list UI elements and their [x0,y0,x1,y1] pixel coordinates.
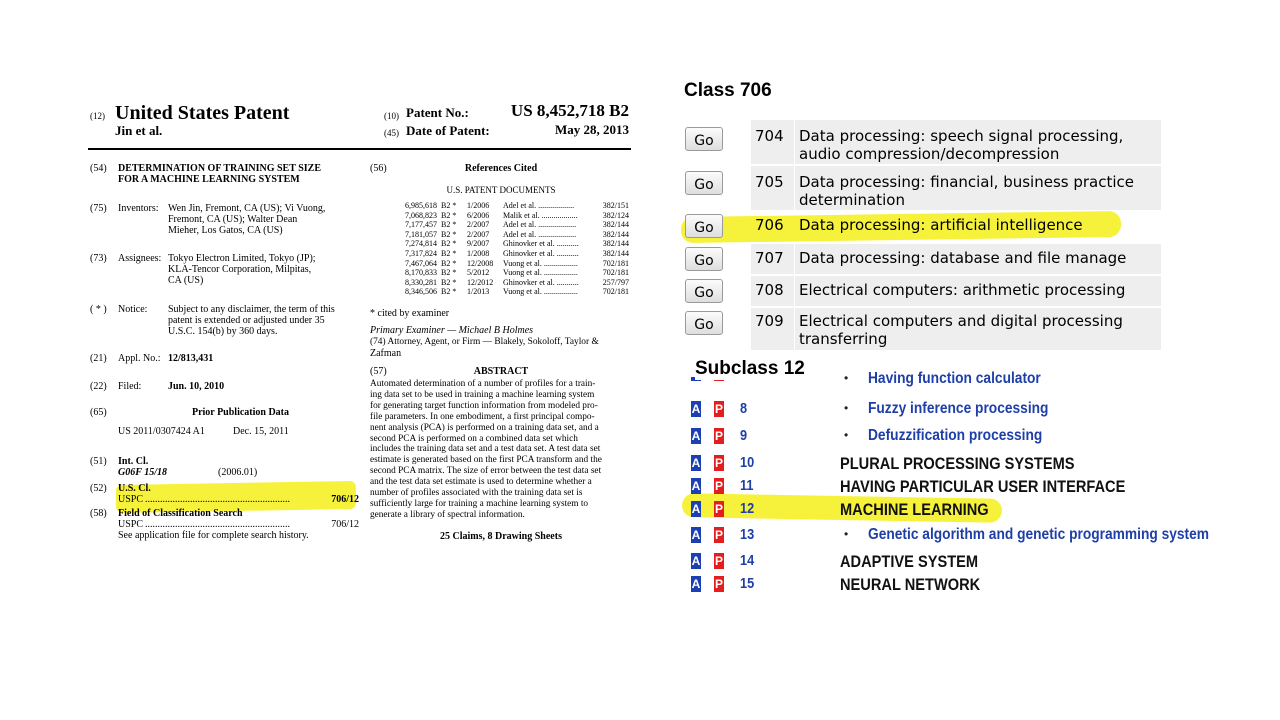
reference-cell: Malik et al. .................. [503,210,578,220]
reference-row [391,278,629,288]
class-desc-line: Data processing: artificial intelligence [799,216,1083,234]
field-label: Assignees: [118,253,162,264]
reference-cell: B2 * [441,220,457,230]
reference-row [391,287,629,297]
reference-cell: 8,170,833 [405,268,437,278]
field-label: Field of Classification Search [118,508,243,519]
a-icon[interactable]: A [691,479,701,493]
subclass-link[interactable]: Having function calculator [868,370,1041,387]
abstract-line: file parameters. In one embodiment, a first principal compo- [370,411,595,422]
inventors-line: Fremont, CA (US); Walter Dean [168,214,298,225]
reference-cell: 2/2007 [467,220,490,230]
class-number: 705 [755,173,784,191]
prior-pub-number: US 2011/0307424 A1 [118,426,205,437]
subclass-number[interactable]: 10 [740,454,755,471]
reference-cell: 702/181 [602,287,629,297]
cell-divider [794,120,795,164]
bullet-icon: • [844,401,849,415]
go-button[interactable]: Go [685,214,723,238]
patent-number-label: Patent No.: [406,105,469,120]
inventors-value [168,203,363,236]
class-desc-line: Data processing: speech signal processing, [799,127,1124,145]
patent-number: US 8,452,718 B2 [510,101,629,120]
subclass-number[interactable]: 15 [740,575,755,592]
primary-examiner: Primary Examiner — Michael B Holmes [370,325,534,336]
reference-cell: 382/144 [602,248,629,258]
reference-cell: Adel et al. .................. [503,201,575,210]
field-code: (56) [370,163,387,174]
patent-title-line: FOR A MACHINE LEARNING SYSTEM [118,174,300,185]
assignees-line: CA (US) [168,275,204,286]
field-code: (21) [90,353,107,364]
reference-row [391,249,629,259]
filed-value: Jun. 10, 2010 [168,381,225,392]
bullet-icon: • [844,527,849,541]
notice-value [168,304,363,337]
reference-cell: B2 * [441,248,457,258]
reference-cell: 1/2008 [467,248,490,258]
field-code: (51) [90,456,107,467]
abstract-heading: ABSTRACT [473,366,529,377]
p-icon[interactable]: P [714,479,723,493]
uspc-value: 706/12 [331,494,359,505]
reference-cell: B2 * [441,239,457,249]
code-10: (10) [384,111,399,121]
class-desc-line: transferring [799,330,888,348]
cited-note: * cited by examiner [370,308,450,319]
reference-cell: Vuong et al. ................. [503,268,578,278]
class-row [683,120,1161,164]
reference-cell: 5/2012 [467,268,490,278]
class-description [799,127,1159,163]
subclass-link[interactable]: Genetic algorithm and genetic programming system [868,526,1210,543]
subclass-row [688,550,1208,574]
reference-cell: 7,181,057 [405,229,437,239]
field-code: (65) [90,407,107,418]
a-icon[interactable]: A [691,577,701,591]
reference-cell: 382/144 [602,229,629,239]
assignees-line: KLA-Tencor Corporation, Milpitas, [168,264,312,275]
reference-cell: Vuong et al. ................. [503,258,578,268]
class-desc-line: determination [799,191,905,209]
subclass-row [688,573,1208,597]
reference-cell: 12/2008 [467,258,494,268]
p-icon[interactable]: P [714,429,723,443]
subclass-title[interactable]: NEURAL NETWORK [840,575,981,594]
p-icon[interactable]: P [714,502,723,516]
abstract-line: ing data set to be used in training a machine learning system [370,389,595,400]
reference-cell: 8,330,281 [405,277,437,287]
field-label: Inventors: [118,203,159,214]
reference-cell: 1/2006 [467,201,490,210]
abstract-line: and the test data set estimate is used to determine whether a [370,477,592,488]
search-note: See application file for complete search history. [118,530,309,541]
subclass-title[interactable]: HAVING PARTICULAR USER INTERFACE [840,477,1126,496]
patent-inventor-short: Jin et al. [115,123,163,138]
references-heading: References Cited [464,163,538,174]
assignees-value [168,253,363,286]
uspc-leader: .......................................................... [145,494,290,505]
a-icon[interactable]: A [691,554,701,568]
abstract-line: nent analysis (PCA) is performed on a training data set, and a [370,422,599,433]
int-class-value: G06F 15/18 [118,467,167,478]
subclass-row [688,398,1208,422]
bullet-icon: • [844,428,849,442]
cell-divider [794,308,795,350]
patent-date-label: Date of Patent: [406,123,490,138]
patent-title [118,163,321,185]
attorney-line: Zafman [370,348,402,359]
class-description [799,173,1159,209]
field-code: ( * ) [90,304,107,315]
reference-cell: 8,346,506 [405,287,437,297]
subclass-list [688,370,1210,600]
a-icon[interactable]: A [691,456,701,470]
abstract-line: Automated determination of a number of profiles for a train- [370,379,596,389]
patent-date: May 28, 2013 [554,122,629,137]
subclass-row [688,452,1208,476]
subclass-number[interactable]: 13 [740,526,755,543]
reference-cell: 382/151 [602,201,629,210]
cell-divider [794,276,795,306]
subclass-row [688,425,1208,449]
class-number: 707 [755,249,784,267]
reference-cell: 382/124 [602,210,629,220]
go-button[interactable]: Go [685,127,723,151]
reference-cell: 382/144 [602,220,629,230]
subclass-heading: Subclass 12 [695,358,811,380]
class-row [683,308,1161,350]
search-uspc-leader: .......................................................... [145,519,290,530]
prior-pub-heading: Prior Publication Data [191,407,290,418]
p-icon[interactable]: P [714,528,723,542]
abstract-line: generate a library of spectral information. [370,509,525,520]
a-icon[interactable]: A [691,429,701,443]
reference-cell: 6/2006 [467,210,490,220]
subclass-title[interactable]: MACHINE LEARNING [840,500,989,519]
class-row [683,166,1161,210]
subclass-number[interactable]: 12 [740,500,755,517]
field-code: (52) [90,483,107,494]
subclass-number[interactable]: 14 [740,552,755,569]
reference-row [391,211,629,221]
go-button[interactable]: Go [685,247,723,271]
go-button[interactable]: Go [685,171,723,195]
reference-row [391,239,629,249]
field-label: Int. Cl. [118,456,149,467]
class-desc-line: Electrical computers: arithmetic processing [799,281,1126,299]
abstract-text [370,379,632,521]
patent-front-page [88,100,633,550]
field-label: Notice: [118,304,148,315]
field-code: (58) [90,508,107,519]
abstract-line: estimate is generated based on the first PCA transform and the [370,455,602,466]
reference-row [391,230,629,240]
code-45: (45) [384,128,399,138]
code-12: (12) [90,111,105,121]
reference-cell: Adel et al. ................... [503,229,577,239]
reference-cell: 7,274,814 [405,239,437,249]
reference-row [391,201,629,211]
search-uspc-label: USPC [118,519,144,530]
claims-summary: 25 Claims, 8 Drawing Sheets [440,531,562,542]
reference-cell: 7,177,457 [405,220,437,230]
subclass-link[interactable]: Fuzzy inference processing [868,400,1049,417]
notice-line: patent is extended or adjusted under 35 [168,315,325,326]
field-label: Appl. No.: [118,353,161,364]
reference-cell: B2 * [441,287,457,297]
inventors-line: Mieher, Los Gatos, CA (US) [168,225,283,236]
reference-cell: 257/797 [602,277,629,287]
abstract-line: second PCA matrix. The size of error between the test data set [370,466,602,477]
p-icon[interactable]: P [714,402,723,416]
patent-header [88,100,633,148]
go-button[interactable]: Go [685,279,723,303]
reference-cell: B2 * [441,277,457,287]
reference-cell: Ghinovker et al. ........... [503,277,579,287]
field-code: (75) [90,203,107,214]
bullet-icon: • [844,371,849,385]
class-number: 706 [755,216,784,234]
class-row-selected [683,212,1161,240]
reference-cell: 7,068,823 [405,210,437,220]
reference-row [391,268,629,278]
class-desc-line: Electrical computers and digital processing [799,312,1123,330]
class-heading: Class 706 [684,80,772,101]
subclass-title[interactable]: PLURAL PROCESSING SYSTEMS [840,454,1075,473]
reference-cell: Ghinovker et al. ........... [503,248,579,258]
class-number: 704 [755,127,784,145]
subclass-link[interactable]: Defuzzification processing [868,427,1043,444]
search-uspc-value: 706/12 [331,519,359,530]
a-icon[interactable]: A [691,528,701,542]
patent-doc-title: United States Patent [115,102,290,124]
notice-line: Subject to any disclaimer, the term of this [168,304,335,315]
attorney-line: (74) Attorney, Agent, or Firm — Blakely, Sokoloff, Taylor & [370,337,599,347]
reference-cell: 7,467,064 [405,258,437,268]
field-code: (57) [370,366,387,377]
references-list [391,201,629,297]
field-label: Filed: [118,381,142,392]
reference-cell: Vuong et al. ................. [503,287,578,297]
a-icon[interactable]: A [691,402,701,416]
subclass-row [688,524,1208,548]
notice-line: U.S.C. 154(b) by 360 days. [168,326,278,337]
abstract-line: number of profiles associated with the training data set is [370,488,583,499]
class-desc-line: Data processing: financial, business practice [799,173,1135,191]
a-icon[interactable]: A [691,502,701,516]
reference-cell: 382/144 [602,239,629,249]
subclass-title[interactable]: ADAPTIVE SYSTEM [840,552,979,571]
subclass-row [688,498,1208,522]
subclass-number[interactable]: 9 [740,427,748,444]
subclass-row [688,475,1208,499]
subclass-number[interactable]: 11 [740,477,754,494]
field-code: (22) [90,381,107,392]
reference-cell: 6,985,618 [405,201,437,210]
reference-cell: 12/2012 [467,277,494,287]
class-desc-line: Data processing: database and file manage [799,249,1127,267]
reference-cell: Ghinovker et al. ........... [503,239,579,249]
abstract-line: sufficiently large for training a machine learning system to [370,498,589,509]
subclass-number[interactable]: 8 [740,400,748,417]
cell-divider [794,244,795,274]
cell-divider [794,166,795,210]
assignees-line: Tokyo Electron Limited, Tokyo (JP); [168,253,316,264]
reference-row [391,259,629,269]
reference-cell: 702/181 [602,268,629,278]
class-row [683,244,1161,274]
go-button[interactable]: Go [685,311,723,335]
us-patent-docs-heading: U.S. PATENT DOCUMENTS [446,185,556,195]
reference-cell: 702/181 [602,258,629,268]
field-label: U.S. Cl. [118,483,151,494]
reference-cell: Adel et al. ................... [503,220,577,230]
reference-cell: 7,317,824 [405,248,437,258]
reference-cell: 2/2007 [467,229,490,239]
reference-cell: B2 * [441,258,457,268]
class-number: 709 [755,312,784,330]
reference-cell: 1/2013 [467,287,490,297]
reference-cell: B2 * [441,229,457,239]
appl-no-value: 12/813,431 [168,353,214,364]
abstract-line: for generating target function information from modeled pro- [370,400,598,411]
class-description [799,249,1159,267]
class-number: 708 [755,281,784,299]
abstract-line: second PCA is performed on a combined data set which [370,433,578,444]
reference-cell: B2 * [441,268,457,278]
p-icon[interactable]: P [714,554,723,568]
abstract-line: includes the training data set and a test data set. A test data set [370,444,601,455]
reference-cell: B2 * [441,210,457,220]
class-description [799,312,1159,348]
class-description [799,216,1159,234]
header-rule [88,148,631,150]
reference-cell: 9/2007 [467,239,490,249]
inventors-line: Wen Jin, Fremont, CA (US); Vi Vuong, [168,203,326,214]
field-code: (54) [90,163,107,174]
uspc-label: USPC [118,494,144,505]
class-desc-line: audio compression/decompression [799,145,1060,163]
reference-row [391,220,629,230]
prior-pub-date: Dec. 15, 2011 [233,426,289,437]
class-row [683,276,1161,306]
reference-cell: B2 * [441,201,457,210]
int-class-year: (2006.01) [218,467,258,478]
field-code: (73) [90,253,107,264]
p-icon[interactable]: P [714,577,723,591]
p-icon[interactable]: P [714,456,723,470]
patent-title-line: DETERMINATION OF TRAINING SET SIZE [118,163,322,174]
class-description [799,281,1159,299]
